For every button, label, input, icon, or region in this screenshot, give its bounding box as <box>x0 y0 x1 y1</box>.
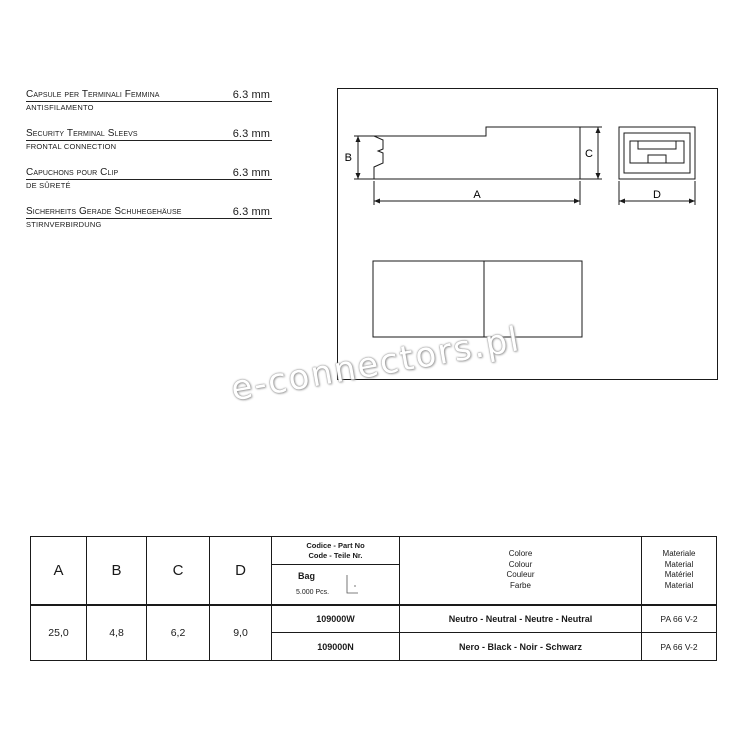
material-value: PA 66 V-2 <box>642 605 717 633</box>
header-colour-line: Farbe <box>510 580 531 590</box>
product-size: 6.3 mm <box>232 89 270 101</box>
material-value: PA 66 V-2 <box>642 633 717 661</box>
part-code: 109000W <box>272 605 400 633</box>
description-item <box>26 125 272 164</box>
header-material-line: Material <box>664 559 694 569</box>
header-d: D <box>210 537 272 605</box>
bag-label: Bag <box>298 571 316 581</box>
header-colour-line: Couleur <box>506 570 535 580</box>
header-c: C <box>147 537 210 605</box>
product-subtitle: STIRNVERBIRDUNG <box>26 220 102 229</box>
dim-a-label: A <box>473 189 481 201</box>
value-d: 9,0 <box>210 605 272 661</box>
product-name: Capuchons pour Clip <box>26 167 119 178</box>
part-code: 109000N <box>272 633 400 661</box>
product-size: 6.3 mm <box>232 167 270 179</box>
header-material-line: Material <box>664 580 694 590</box>
header-material-line: Matériel <box>664 570 694 580</box>
header-a: A <box>31 537 87 605</box>
technical-drawing-panel <box>337 88 718 380</box>
description-title <box>26 86 272 102</box>
product-name: Capsule per Terminali Femmina <box>26 89 160 100</box>
colour-value: Nero - Black - Noir - Schwarz <box>400 633 642 661</box>
dim-d-label: D <box>653 189 661 201</box>
header-b: B <box>87 537 147 605</box>
product-subtitle: FRONTAL CONNECTION <box>26 142 117 151</box>
description-title <box>26 164 272 180</box>
header-colour-line: Colour <box>508 559 533 569</box>
spec-table <box>30 536 717 661</box>
product-size: 6.3 mm <box>232 206 270 218</box>
value-c: 6,2 <box>147 605 210 661</box>
header-material-line: Materiale <box>662 549 696 559</box>
product-description-list <box>26 86 272 242</box>
description-title <box>26 125 272 141</box>
product-subtitle: ANTISFILAMENTO <box>26 103 94 112</box>
dim-b-label: B <box>344 152 352 164</box>
product-size: 6.3 mm <box>232 128 270 140</box>
header-bag <box>272 565 400 605</box>
product-name: Sicherheits Gerade Schuhegehäuse <box>26 206 182 217</box>
value-b: 4,8 <box>87 605 147 661</box>
header-code <box>272 537 400 565</box>
dim-c-label: C <box>585 148 593 160</box>
header-code-line: Codice - Part No <box>306 540 365 550</box>
colour-value: Neutro - Neutral - Neutre - Neutral <box>400 605 642 633</box>
watermark: e-connectors.pl <box>228 319 524 410</box>
description-item <box>26 86 272 125</box>
product-name: Security Terminal Sleevs <box>26 128 138 139</box>
description-item <box>26 164 272 203</box>
side-view-outline <box>374 127 580 179</box>
technical-drawing <box>338 89 717 379</box>
bag-icon <box>344 573 360 595</box>
header-material <box>642 537 717 605</box>
bag-quantity: 5.000 Pcs. <box>296 589 330 596</box>
description-item <box>26 203 272 242</box>
header-colour-line: Colore <box>508 549 533 559</box>
value-a: 25,0 <box>31 605 87 661</box>
description-title <box>26 203 272 219</box>
header-colour <box>400 537 642 605</box>
header-code-line: Code - Teile Nr. <box>308 550 363 560</box>
product-subtitle: DE SÛRETÉ <box>26 181 71 190</box>
